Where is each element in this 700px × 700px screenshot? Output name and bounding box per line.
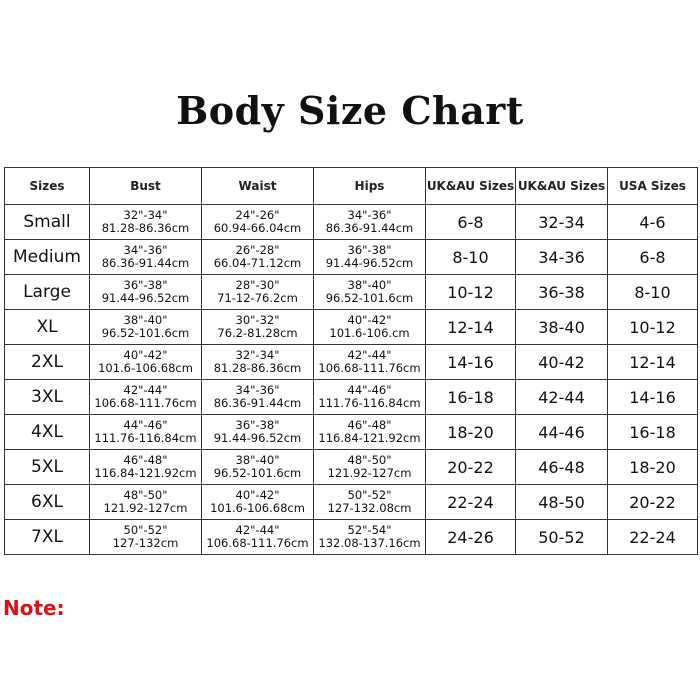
hips-cell-cm: 116.84-121.92cm [318,431,421,445]
header-sizes: Sizes [5,168,90,205]
hips-cell [314,450,426,485]
waist-cell [202,345,314,380]
hips-cell-cm: 121.92-127cm [327,466,412,480]
bust-cell-cm: 106.68-111.76cm [94,396,197,410]
bust-cell-cm: 81.28-86.36cm [101,221,190,235]
waist-cell-cm: 81.28-86.36cm [213,361,302,375]
header-hips: Hips [314,168,426,205]
size-name-cell: 2XL [5,345,90,380]
hips-cell [314,310,426,345]
uk-au-size-cell: 20-22 [426,450,516,485]
header-usa-sizes: USA Sizes [608,168,698,205]
hips-cell [314,240,426,275]
bust-cell-cm: 127-132cm [112,536,179,550]
table-row [5,205,698,240]
waist-cell [202,485,314,520]
table-row [5,275,698,310]
uk-au-size-cell: 16-18 [426,380,516,415]
waist-cell [202,415,314,450]
hips-cell-cm: 96.52-101.6cm [325,291,414,305]
page-title: Body Size Chart [176,88,524,133]
uk-au-size-cell: 18-20 [426,415,516,450]
bust-cell [90,520,202,555]
uk-au-size-cell: 12-14 [426,310,516,345]
waist-cell-cm: 86.36-91.44cm [213,396,302,410]
note-text: Note: [3,596,65,620]
bust-cell-inches: 46"-48" [123,453,168,467]
bust-cell-cm: 91.44-96.52cm [101,291,190,305]
waist-cell-inches: 34"-36" [235,383,280,397]
hips-cell-cm: 101.6-106.cm [329,326,410,340]
size-name-cell: Medium [5,240,90,275]
waist-cell-inches: 32"-34" [235,348,280,362]
hips-cell-inches: 36"-38" [347,243,392,257]
waist-cell-cm: 106.68-111.76cm [206,536,309,550]
hips-cell [314,205,426,240]
bust-cell [90,380,202,415]
table-body [5,205,698,555]
uk-au-size-cell: 14-16 [426,345,516,380]
hips-cell-cm: 132.08-137.16cm [318,536,421,550]
bust-cell-inches: 40"-42" [123,348,168,362]
hips-cell-cm: 127-132.08cm [327,501,412,515]
bust-cell-inches: 50"-52" [123,523,168,537]
hips-cell [314,520,426,555]
uk-au-size-cell: 6-8 [426,205,516,240]
hips-cell [314,380,426,415]
waist-cell-inches: 28"-30" [235,278,280,292]
note-label [3,596,73,620]
waist-cell [202,205,314,240]
bust-cell [90,275,202,310]
bust-cell-cm: 121.92-127cm [103,501,188,515]
hips-cell [314,415,426,450]
usa-size-cell: 4-6 [608,205,698,240]
bust-cell-cm: 111.76-116.84cm [94,431,197,445]
size-name-cell: XL [5,310,90,345]
uk-au-size-cell-2: 50-52 [516,520,608,555]
waist-cell-cm: 76.2-81.28cm [217,326,298,340]
bust-cell [90,415,202,450]
hips-cell [314,345,426,380]
bust-cell-inches: 36"-38" [123,278,168,292]
waist-cell-cm: 60.94-66.04cm [213,221,302,235]
hips-cell-inches: 52"-54" [347,523,392,537]
waist-cell [202,380,314,415]
hips-cell-inches: 46"-48" [347,418,392,432]
uk-au-size-cell-2: 34-36 [516,240,608,275]
hips-cell-cm: 111.76-116.84cm [318,396,421,410]
bust-cell-inches: 42"-44" [123,383,168,397]
waist-cell-inches: 24"-26" [235,208,280,222]
bust-cell [90,205,202,240]
uk-au-size-cell-2: 32-34 [516,205,608,240]
table-row [5,380,698,415]
table-row [5,450,698,485]
hips-cell [314,485,426,520]
bust-cell-inches: 32"-34" [123,208,168,222]
usa-size-cell: 20-22 [608,485,698,520]
waist-cell [202,520,314,555]
size-name-cell: 4XL [5,415,90,450]
bust-cell [90,345,202,380]
bust-cell-inches: 38"-40" [123,313,168,327]
usa-size-cell: 10-12 [608,310,698,345]
uk-au-size-cell: 22-24 [426,485,516,520]
table-row [5,485,698,520]
hips-cell-inches: 40"-42" [347,313,392,327]
size-name-cell: 5XL [5,450,90,485]
size-chart-table [4,167,698,555]
hips-cell-inches: 48"-50" [347,453,392,467]
uk-au-size-cell-2: 46-48 [516,450,608,485]
table-row [5,520,698,555]
table-row [5,310,698,345]
usa-size-cell: 14-16 [608,380,698,415]
size-name-cell: 3XL [5,380,90,415]
uk-au-size-cell-2: 44-46 [516,415,608,450]
waist-cell-inches: 36"-38" [235,418,280,432]
uk-au-size-cell-2: 36-38 [516,275,608,310]
uk-au-size-cell: 8-10 [426,240,516,275]
bust-cell [90,485,202,520]
hips-cell-inches: 34"-36" [347,208,392,222]
header-bust: Bust [90,168,202,205]
bust-cell [90,450,202,485]
usa-size-cell: 8-10 [608,275,698,310]
hips-cell-inches: 38"-40" [347,278,392,292]
hips-cell-inches: 50"-52" [347,488,392,502]
bust-cell-cm: 86.36-91.44cm [101,256,190,270]
hips-cell [314,275,426,310]
waist-cell-inches: 40"-42" [235,488,280,502]
size-name-cell: Large [5,275,90,310]
waist-cell [202,275,314,310]
uk-au-size-cell-2: 40-42 [516,345,608,380]
usa-size-cell: 16-18 [608,415,698,450]
usa-size-cell: 22-24 [608,520,698,555]
size-name-cell: 6XL [5,485,90,520]
header-waist: Waist [202,168,314,205]
hips-cell-inches: 42"-44" [347,348,392,362]
table-row [5,345,698,380]
waist-cell-inches: 42"-44" [235,523,280,537]
bust-cell-cm: 96.52-101.6cm [101,326,190,340]
hips-cell-cm: 106.68-111.76cm [318,361,421,375]
uk-au-size-cell: 10-12 [426,275,516,310]
usa-size-cell: 18-20 [608,450,698,485]
header-uk-au-sizes-2: UK&AU Sizes [516,168,608,205]
bust-cell-inches: 34"-36" [123,243,168,257]
header-uk-au-sizes: UK&AU Sizes [426,168,516,205]
hips-cell-cm: 91.44-96.52cm [325,256,414,270]
waist-cell-inches: 30"-32" [235,313,280,327]
table-row [5,240,698,275]
waist-cell-inches: 26"-28" [235,243,280,257]
uk-au-size-cell-2: 42-44 [516,380,608,415]
waist-cell-cm: 91.44-96.52cm [213,431,302,445]
bust-cell [90,240,202,275]
bust-cell [90,310,202,345]
uk-au-size-cell-2: 38-40 [516,310,608,345]
bust-cell-inches: 48"-50" [123,488,168,502]
waist-cell [202,310,314,345]
bust-cell-cm: 116.84-121.92cm [94,466,197,480]
waist-cell-inches: 38"-40" [235,453,280,467]
waist-cell-cm: 96.52-101.6cm [213,466,302,480]
usa-size-cell: 12-14 [608,345,698,380]
waist-cell-cm: 101.6-106.68cm [210,501,305,515]
bust-cell-cm: 101.6-106.68cm [98,361,193,375]
size-name-cell: Small [5,205,90,240]
uk-au-size-cell-2: 48-50 [516,485,608,520]
waist-cell [202,240,314,275]
waist-cell [202,450,314,485]
waist-cell-cm: 71-12-76.2cm [217,291,298,305]
hips-cell-cm: 86.36-91.44cm [325,221,414,235]
table-row [5,415,698,450]
hips-cell-inches: 44"-46" [347,383,392,397]
usa-size-cell: 6-8 [608,240,698,275]
bust-cell-inches: 44"-46" [123,418,168,432]
waist-cell-cm: 66.04-71.12cm [213,256,302,270]
size-name-cell: 7XL [5,520,90,555]
header-row [5,168,698,205]
uk-au-size-cell: 24-26 [426,520,516,555]
